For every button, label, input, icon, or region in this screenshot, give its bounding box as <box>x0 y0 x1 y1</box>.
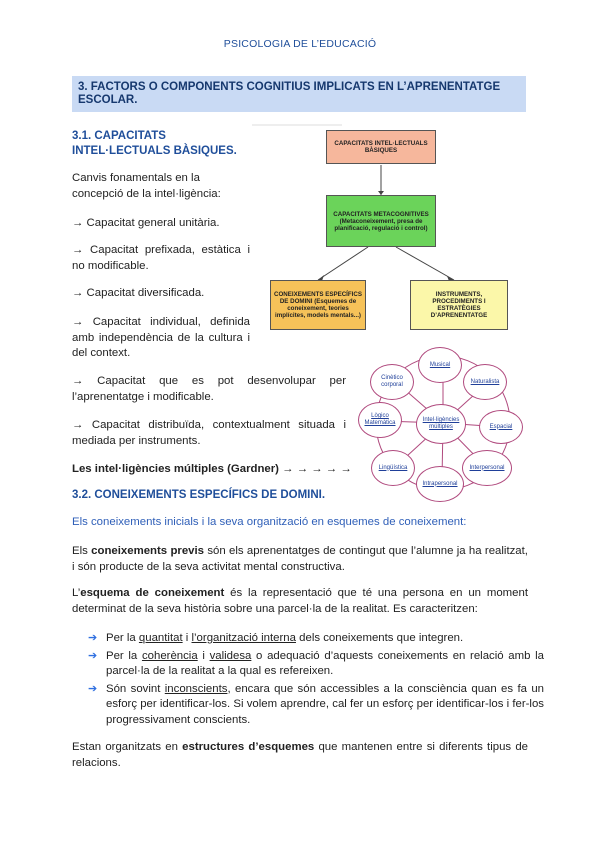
mi-label <box>381 375 403 389</box>
mi-label: Espacial <box>489 423 513 430</box>
intro-text <box>72 171 221 202</box>
bullet-item <box>88 649 544 680</box>
bullet-item <box>88 631 544 647</box>
text: que mantenen entre si diferents tipus de relacions. <box>72 741 528 769</box>
intro-line: concepció de la intel·ligència: <box>72 187 221 200</box>
text: i <box>197 649 210 662</box>
list-item: → Capacitat que es pot desenvolupar per l’aprenentatge i modificable. <box>72 375 346 403</box>
text: , encara que són accessibles a la consciència quan es fa un esforç per identificar-los. Si volem aprendre, cal fer un esforç per identificar-los i fer-los progressivament conscients. <box>106 682 544 726</box>
bold-term: esquema de coneixement <box>80 587 225 599</box>
arrow-bullet-icon: ➔ <box>88 649 98 662</box>
text: i <box>182 632 192 644</box>
mi-label: Musical <box>429 361 451 368</box>
mi-logico-matematica <box>358 402 402 438</box>
list-item: → Capacitat distribuïda, contextualment situada i mediada per instruments. <box>72 419 346 447</box>
section-heading-box <box>72 76 526 112</box>
text: són els aprenentatges de contingut que l’alumne ja ha realitzat, i són producte de la seva activitat mental constructiva. <box>72 545 528 573</box>
mi-espacial <box>479 410 523 444</box>
subsection-title-3-2: 3.2. CONEIXEMENTS ESPECÍFICS DE DOMINI. <box>72 489 326 501</box>
bold-term: coneixements previs <box>91 545 205 557</box>
subsection-title-line: INTEL·LECTUALS BÀSIQUES. <box>72 145 237 157</box>
diagram-box-instruments: INSTRUMENTS, PROCEDIMENTS I ESTRATÈGIES D’APRENENTATGE <box>410 280 508 330</box>
arrow-bullet-icon: ➔ <box>88 632 98 644</box>
paragraph-schema <box>72 586 528 617</box>
underlined-term: quantitat <box>138 632 183 644</box>
bullet-item <box>88 682 544 729</box>
mi-musical <box>418 347 462 383</box>
subsection-title-line: 3.1. CAPACITATS <box>72 130 166 142</box>
mi-label-line: Lògico <box>371 413 389 419</box>
mi-label-line: Cinètico <box>381 375 403 381</box>
mi-label-line: Matemàtica <box>364 420 396 426</box>
mi-label <box>364 413 395 427</box>
intro-line: Canvis fonamentals en la <box>72 172 200 184</box>
mi-intrapersonal <box>416 466 464 502</box>
underlined-term: l’organització interna <box>191 632 296 644</box>
mi-label: Lingüística <box>378 464 408 471</box>
text: Per la <box>106 649 142 662</box>
text: Estan organitzats en <box>72 741 183 753</box>
mi-label: Intrapersonal <box>422 480 458 487</box>
mi-label-line: Intel·ligències <box>422 417 460 423</box>
underlined-term: inconscients <box>164 682 228 695</box>
list-item: → Capacitat prefixada, estàtica i no modificable. <box>72 244 250 272</box>
list-item: → Capacitat individual, definida amb independència de la cultura i del context. <box>72 316 250 359</box>
diagram-box-capacitats: CAPACITATS INTEL·LECTUALS BÀSIQUES <box>326 130 436 164</box>
mi-interpersonal <box>462 450 512 486</box>
mi-line: Les intel·ligències múltiples (Gardner) → → → → → <box>72 463 352 475</box>
text: Per la <box>106 632 139 644</box>
bold-term: estructures d’esquemes <box>182 741 315 753</box>
mi-label: Naturalista <box>470 378 500 385</box>
mi-label <box>423 417 460 431</box>
list-item: → Capacitat diversificada. <box>72 287 205 299</box>
text: L’ <box>72 587 81 599</box>
paragraph-structures <box>72 740 528 771</box>
text: Són sovint <box>106 682 165 695</box>
underlined-term: coherència <box>141 649 198 662</box>
underlined-term: validesa <box>209 649 252 662</box>
text: o adequació d’aquests coneixements en relació amb la parcel·la de la realitat a la qual es refereixen. <box>106 649 544 677</box>
mi-label-line: corporal <box>381 382 403 388</box>
subsection-title-3-1 <box>72 129 237 159</box>
text: Els <box>72 545 92 557</box>
list-item: → Capacitat general unitària. <box>72 217 220 229</box>
mi-cinetico-corporal <box>370 364 414 400</box>
page-header: PSICOLOGIA DE L’EDUCACIÓ <box>223 38 377 50</box>
bullet-list <box>88 631 544 728</box>
subsection-subtitle: Els coneixements inicials i la seva organització en esquemes de coneixement: <box>72 516 467 528</box>
mi-linguistica <box>371 450 415 486</box>
text: dels coneixements que integren. <box>295 632 464 644</box>
mi-center <box>416 404 466 444</box>
mi-label: Interpersonal <box>469 464 505 471</box>
text: és la representació que té una persona en un moment determinat de la seva història sobre una parcel·la de la realitat. Es caracteritzen: <box>72 587 529 615</box>
mi-naturalista <box>463 364 507 400</box>
diagram-box-coneixements: CONEIXEMENTS ESPECÍFICS DE DOMINI (Esquemes de coneixement, teories implícites, models mentals...) <box>270 280 366 330</box>
mi-label-line: múltiples <box>429 424 453 430</box>
arrow-bullet-icon: ➔ <box>88 682 98 695</box>
diagram-box-metacognitives: CAPACITATS METACOGNITIVES (Metaconeixement, presa de planificació, regulació i control) <box>326 195 436 247</box>
paragraph-previous-knowledge <box>72 544 528 575</box>
section-title: 3. FACTORS O COMPONENTS COGNITIUS IMPLICATS EN L’APRENENTATGE ESCOLAR. <box>78 81 501 106</box>
